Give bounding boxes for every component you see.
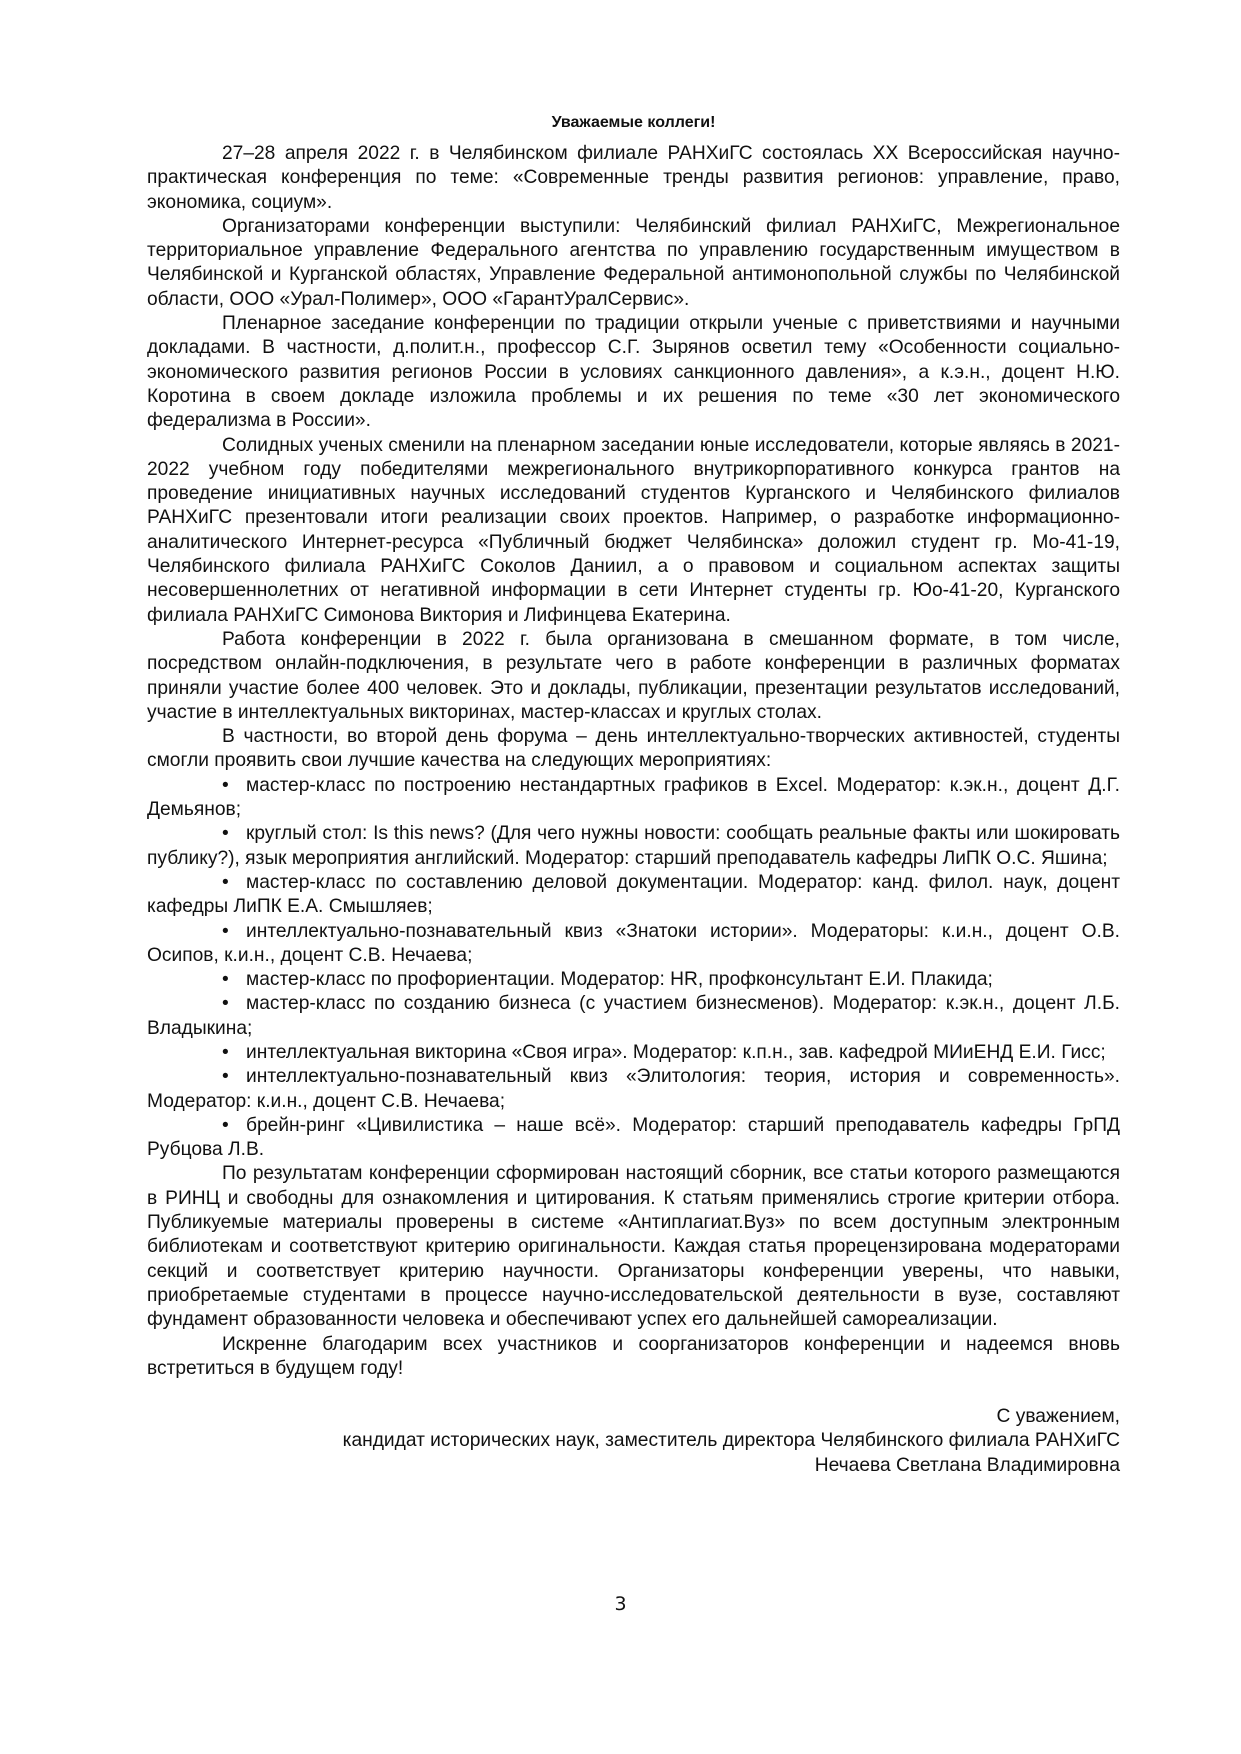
bullet-icon: •: [222, 1066, 229, 1088]
signature-name: Нечаева Светлана Владимировна: [814, 1454, 1120, 1476]
list-item-text: мастер-класс по построению нестандартных графиков в Excel. Модератор: к.эк.н., доцент Д.Г. Демьянов;: [147, 774, 1120, 821]
page-title: Уважаемые коллеги!: [551, 114, 716, 131]
bullet-icon: •: [222, 871, 229, 893]
bullet-icon: •: [222, 774, 229, 796]
list-item: [147, 992, 1120, 1041]
list-item-text: мастер-класс по созданию бизнеса (с участием бизнесменов). Модератор: к.эк.н., доцент Л.Б. Владыкина;: [147, 993, 1120, 1039]
list-item: [147, 1065, 1120, 1114]
paragraph: По результатам конференции сформирован настоящий сборник, все статьи которого размещаются в РИНЦ и свободны для ознакомления и цитирования. К статьям применялись строгие критерии отбора. Публикуемые материалы проверены в системе «Антиплагиат.Вуз» по всем доступным электронным библиотекам и соответствуют критерию оригинальности. Каждая статья прорецензирована модераторами секций и соответствует критерию научности. Организаторы конференции уверены, что навыки, приобретаемые студентами в процессе научно-исследовательской деятельности в вузе, составляют фундамент образованности человека и обеспечивают успех его дальнейшей самореализации.: [147, 1163, 1120, 1331]
signature-greeting: С уважением,: [996, 1406, 1120, 1428]
paragraph: Работа конференции в 2022 г. была организована в смешанном формате, в том числе, посредством онлайн-подключения, в результате чего в работе конференции в различных форматах приняли участие более 400 человек. Это и доклады, публикации, презентации результатов исследований, участие в интеллектуальных викторинах, мастер-классах и круглых столах.: [147, 628, 1120, 723]
list-item: [147, 920, 1120, 969]
bullet-icon: •: [222, 1041, 229, 1063]
paragraph: В частности, во второй день форума – день интеллектуально-творческих активностей, студенты смогли проявить свои лучшие качества на следующих мероприятиях:: [147, 726, 1120, 772]
list-item: [147, 822, 1120, 871]
paragraph: Организаторами конференции выступили: Челябинский филиал РАНХиГС, Межрегиональное территориальное управление Федерального агентства по управлению государственным имуществом в Челябинской и Курганской областях, Управление Федеральной антимонопольной службы по Челябинской области, ООО «Урал-Полимер», ООО «ГарантУралСервис».: [147, 215, 1120, 310]
paragraph: 27–28 апреля 2022 г. в Челябинском филиале РАНХиГС состоялась ХХ Всероссийская научно-практическая конференция по теме: «Современные тренды развития регионов: управление, право, экономика, социум».: [147, 143, 1120, 213]
bullet-icon: •: [222, 993, 229, 1015]
list-item: [147, 1041, 1120, 1065]
list-item: [147, 774, 1120, 823]
paragraph: Пленарное заседание конференции по традиции открыли ученые с приветствиями и научными докладами. В частности, д.полит.н., профессор С.Г. Зырянов осветил тему «Особенности социально-экономического развития регионов России в условиях санкционного давления», а к.э.н., доцент Н.Ю. Коротина в своем докладе изложила проблемы и их решения по теме «30 лет экономического федерализма в России».: [147, 313, 1120, 432]
list-item-text: мастер-класс по профориентации. Модератор: HR, профконсультант Е.И. Плакида;: [246, 969, 993, 991]
signature-position: кандидат исторических наук, заместитель директора Челябинского филиала РАНХиГС: [342, 1430, 1120, 1452]
bullet-icon: •: [222, 969, 229, 991]
list-item-text: круглый стол: Is this news? (Для чего нужны новости: сообщать реальные факты или шокировать публику?), язык мероприятия английский. Модератор: старший преподаватель кафедры ЛиПК О.С. Яшина;: [147, 823, 1120, 869]
bullet-icon: •: [222, 1114, 229, 1136]
list-item-text: брейн-ринг «Цивилистика – наше всё». Модератор: старший преподаватель кафедры ГрПД Рубцова Л.В.: [147, 1114, 1120, 1161]
document-page: [147, 112, 1120, 1478]
list-item: [147, 968, 1120, 992]
bullet-icon: •: [222, 823, 229, 845]
list-item-text: интеллектуальная викторина «Своя игра». Модератор: к.п.н., зав. кафедрой МИиЕНД Е.И. Гисс;: [246, 1041, 1106, 1063]
bullet-icon: •: [222, 920, 229, 942]
paragraph: Солидных ученых сменили на пленарном заседании юные исследователи, которые являясь в 2021-2022 учебном году победителями межрегионального внутрикорпоративного конкурса грантов на проведение инициативных научных исследований студентов Курганского и Челябинского филиалов РАНХиГС презентовали итоги реализации своих проектов. Например, о разработке информационно-аналитического Интернет-ресурса «Публичный бюджет Челябинска» доложил студент гр. Мо-41-19, Челябинского филиала РАНХиГС Соколов Даниил, а о правовом и социальном аспектах защиты несовершеннолетних от негативной информации в сети Интернет студенты гр. Юо-41-20, Курганского филиала РАНХиГС Симонова Виктория и Лифинцева Екатерина.: [147, 434, 1120, 626]
list-item-text: интеллектуально-познавательный квиз «Знатоки истории». Модераторы: к.и.н., доцент О.В. Осипов, к.и.н., доцент С.В. Нечаева;: [147, 920, 1120, 966]
paragraph: Искренне благодарим всех участников и соорганизаторов конференции и надеемся вновь встретиться в будущем году!: [147, 1333, 1120, 1379]
list-item: [147, 1114, 1120, 1163]
list-item: [147, 871, 1120, 920]
list-item-text: интеллектуально-познавательный квиз «Элитология: теория, история и современность». Модератор: к.и.н., доцент С.В. Нечаева;: [147, 1066, 1120, 1112]
signature-block: [147, 1405, 1120, 1478]
list-item-text: мастер-класс по составлению деловой документации. Модератор: канд. филол. наук, доцент кафедры ЛиПК Е.А. Смышляев;: [147, 871, 1120, 918]
page-number: 3: [614, 1593, 627, 1615]
